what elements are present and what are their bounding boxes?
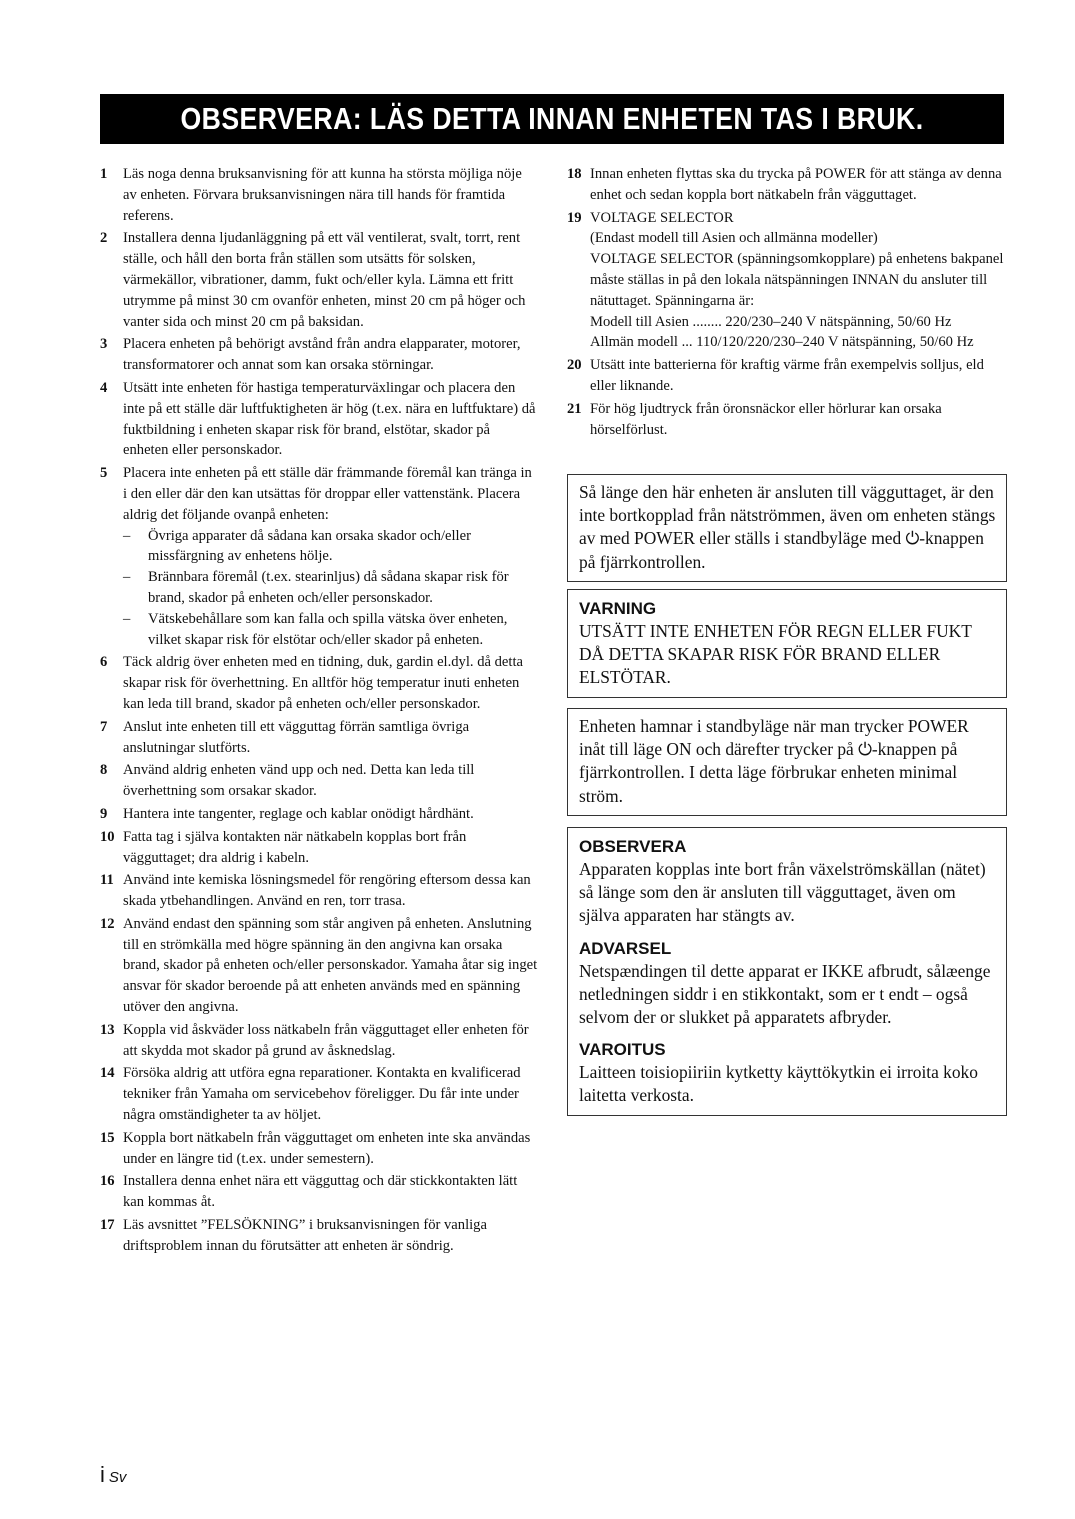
item-number: 10: [100, 828, 115, 845]
warning-box: [567, 589, 1007, 698]
warning-text: UTSÄTT INTE ENHETEN FÖR REGN ELLER FUKT DÅ DETTA SKAPAR RISK FÖR BRAND ELLER ELSTÖTAR.: [579, 621, 972, 688]
dash-bullet: –: [123, 569, 131, 586]
list-item: [567, 208, 1004, 354]
item-number: 3: [100, 336, 108, 353]
item-number: 16: [100, 1173, 115, 1190]
item-number: 5: [100, 465, 108, 482]
item-number: 15: [100, 1129, 115, 1146]
item-text: Placera inte enheten på ett ställe där främmande föremål kan tränga in i den eller där den kan utsättas för droppar eller vattenstänk. Placera aldrig det följande ovanpå enheten:: [123, 465, 532, 523]
varoitus-text: Laitteen toisiopiiriin kytketty käyttökytkin ei irroita koko laitetta verkosta.: [579, 1062, 978, 1106]
voltage-selector-subtitle: (Endast modell till Asien och allmänna modeller): [590, 230, 878, 247]
list-item: [100, 164, 538, 226]
item-number: 4: [100, 379, 108, 396]
item-text: Utsätt inte batterierna för kraftig värme från exempelvis solljus, eld eller liknande.: [590, 357, 984, 394]
varoitus-heading: VAROITUS: [579, 1040, 666, 1060]
sub-item: [123, 609, 538, 651]
page-title: OBSERVERA: LÄS DETTA INNAN ENHETEN TAS I BRUK.: [180, 101, 924, 136]
list-item: [100, 334, 538, 376]
page-number: i: [100, 1462, 105, 1487]
dash-bullet: –: [123, 527, 131, 544]
observera-heading: OBSERVERA: [579, 837, 687, 856]
item-number: 18: [567, 166, 582, 182]
list-item: [100, 1215, 538, 1257]
warning-heading: VARNING: [579, 599, 657, 618]
item-text: Försöka aldrig att utföra egna reparationer. Kontakta en kvalificerad tekniker från Yamaha om servicebehov föreligger. Du får inte under några omständigheter ta av höljet.: [123, 1065, 521, 1124]
list-item: [100, 463, 538, 650]
item-text: Använd inte kemiska lösningsmedel för rengöring eftersom dessa kan skada ytbehandlingen. Använd en ren, torr trasa.: [123, 872, 531, 910]
standby-notice-box: [567, 474, 1007, 582]
item-text: Anslut inte enheten till ett vägguttag förrän samtliga övriga anslutningar slutförts.: [123, 718, 470, 756]
item-text: Utsätt inte enheten för hastiga temperaturväxlingar och placera den inte på ett ställe där luftfuktigheten är hög (t.ex. nära en luftfuktare) då fuktbildning i enheten skapar risk för brand, elstötar, skador på enheten eller personskador.: [123, 379, 536, 459]
item-text: Koppla vid åskväder loss nätkabeln från vägguttaget eller enheten för att skydda mot skador på grund av åsknedslag.: [123, 1021, 529, 1059]
list-item: [100, 1128, 538, 1170]
item-number: 7: [100, 718, 108, 735]
list-item: [100, 228, 538, 332]
item-number: 12: [100, 915, 115, 932]
list-item: [100, 827, 538, 869]
item-number: 6: [100, 654, 108, 671]
sub-item-text: Brännbara föremål (t.ex. stearinljus) då sådana skapar risk för brand, skador på enheten och/eller personskador.: [148, 569, 509, 606]
sub-item: [123, 567, 538, 609]
left-column: [100, 164, 538, 1259]
item-text: VOLTAGE SELECTOR (spänningsomkopplare) på enhetens bakpanel måste ställas in på den lokala nätspänningen INNAN du ansluter till nätuttaget. Spänningarna är:: [590, 251, 1004, 309]
list-item: [100, 717, 538, 759]
voltage-selector-title: VOLTAGE SELECTOR: [590, 209, 734, 226]
voltage-asia-line: Modell till Asien ........ 220/230–240 V nätspänning, 50/60 Hz: [590, 313, 952, 330]
list-item: [567, 399, 1004, 441]
item-text: Hantera inte tangenter, reglage och kablar onödigt hårdhänt.: [123, 805, 474, 822]
item-text: Läs noga denna bruksanvisning för att kunna ha största möjliga nöje av enheten. Förvara bruksanvisningen nära till hands för framtida referens.: [123, 166, 522, 224]
item-number: 19: [567, 209, 582, 226]
item-text: Fatta tag i själva kontakten när nätkabeln kopplas bort från vägguttaget; dra aldrig i kabeln.: [123, 828, 467, 866]
list-item: [100, 1020, 538, 1062]
sub-item-text: Vätskebehållare som kan falla och spilla vätska över enheten, vilket skapar risk för elstötar och/eller skador på enheten.: [148, 610, 508, 648]
list-item: [100, 870, 538, 912]
item-number: 21: [567, 400, 582, 417]
item-number: 13: [100, 1021, 115, 1038]
item-text: Placera enheten på behörigt avstånd från andra elapparater, motorer, transformatorer och annat som kan orsaka störningar.: [123, 336, 521, 374]
item-number: 17: [100, 1217, 115, 1234]
item-text: Koppla bort nätkabeln från vägguttaget om enheten inte ska användas under en längre tid (t.ex. under semestern).: [123, 1129, 531, 1167]
list-item: [100, 1171, 538, 1213]
item-number: 14: [100, 1065, 115, 1082]
item-text: Täck aldrig över enheten med en tidning, duk, gardin el.dyl. då detta skapar risk för överhettning. En alltför hög temperatur inuti enheten kan leda till brand, skador på enheten och/eller personskador.: [123, 654, 523, 712]
item-number: 2: [100, 230, 108, 247]
standby-power-box: [567, 708, 1007, 816]
list-item: [100, 760, 538, 802]
item-number: 9: [100, 805, 108, 822]
item-text: Innan enheten flyttas ska du trycka på POWER för att stänga av denna enhet och sedan koppla bort nätkabeln från vägguttaget.: [590, 166, 1002, 203]
observera-text: Apparaten kopplas inte bort från växelströmskällan (nätet) så länge som den är ansluten till vägguttaget, även om själva apparaten har stängts av.: [579, 859, 986, 926]
multilingual-notice-box: [567, 827, 1007, 1116]
item-text: Installera denna ljudanläggning på ett väl ventilerat, svalt, torrt, rent ställe, och håll den borta från ställen som utsätts för solsken, värmekällor, vibrationer, damm, fukt och/eller kyla. Lämna ett fritt utrymme på minst 30 cm ovanför enheten, minst 20 cm på höger och vanter sida och minst 20 cm på baksidan.: [123, 230, 526, 330]
list-item: [100, 652, 538, 714]
item-text: Använd endast den spänning som står angiven på enheten. Anslutning till en strömkälla med högre spänning än den angivna kan orsaka brand, skador på enheten och/eller personskador. Yamaha åtar sig inget ansvar för skador beroende på att enheten används med en spänning utöver den angivna.: [123, 915, 538, 1016]
item-number: 20: [567, 357, 582, 374]
sub-item-text: Övriga apparater då sådana kan orsaka skador och/eller missfärgning av enhetens hölje.: [148, 527, 471, 565]
list-item: [567, 164, 1004, 206]
list-item: [100, 378, 538, 461]
item-text: Använd aldrig enheten vänd upp och ned. Detta kan leda till överhettning som orsakar skador.: [123, 762, 475, 800]
item-number: 1: [100, 166, 108, 182]
item-number: 8: [100, 762, 108, 779]
list-item: [100, 804, 538, 825]
list-item: [567, 355, 1004, 397]
language-code: Sv: [108, 1469, 127, 1486]
right-column: [567, 164, 1004, 442]
voltage-general-line: Allmän modell ... 110/120/220/230–240 V nätspänning, 50/60 Hz: [590, 334, 974, 351]
page-footer: [100, 1462, 126, 1488]
page-title-banner: [100, 94, 1004, 144]
item-number: 11: [100, 872, 114, 889]
list-item: [100, 1063, 538, 1125]
standby-power-text: Enheten hamnar i standbyläge när man trycker POWER inåt till läge ON och därefter trycker på ⏻-knappen på fjärrkontrollen. I detta läge förbrukar enheten minimal ström.: [579, 716, 969, 806]
advarsel-text: Netspændingen til dette apparat er IKKE afbrudt, sålæenge netledningen siddr i en stikkontakt, som er t endt – også selvom der or slukket på apparatets afbryder.: [579, 960, 991, 1028]
item-text: Läs avsnittet ”FELSÖKNING” i bruksanvisningen för vanliga driftsproblem innan du förutsätter att enheten är söndrig.: [123, 1217, 487, 1254]
item-text: För hög ljudtryck från öronsnäckor eller hörlurar kan orsaka hörselförlust.: [590, 400, 942, 438]
standby-notice-text: Så länge den här enheten är ansluten till vägguttaget, är den inte bortkopplad från nätströmmen, även om enheten stängs av med POWER eller ställs i standbyläge med ⏻-knappen på fjärrkontrollen.: [579, 482, 996, 572]
sub-item: [123, 526, 538, 568]
dash-bullet: –: [123, 610, 131, 627]
list-item: [100, 914, 538, 1018]
item-text: Installera denna enhet nära ett vägguttag och där stickkontakten lätt kan kommas åt.: [123, 1173, 518, 1211]
advarsel-heading: ADVARSEL: [579, 938, 672, 958]
